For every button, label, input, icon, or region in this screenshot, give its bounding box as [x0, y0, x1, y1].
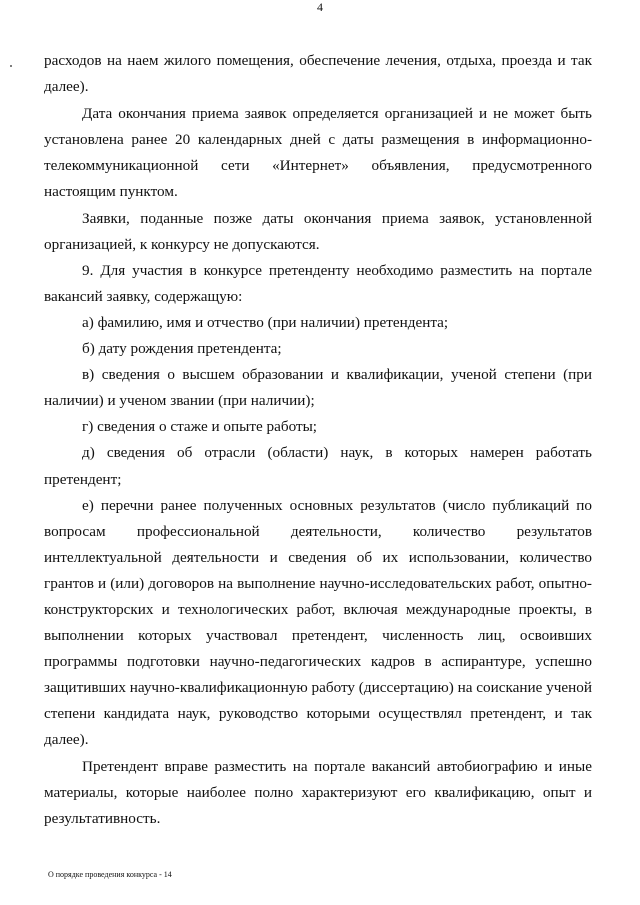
paragraph: Претендент вправе разместить на портале вакансий автобиографию и иные материалы, которые наиболее полно характеризуют его квалификацию, опыт и результативность. [44, 757, 592, 827]
list-item: а) фамилию, имя и отчество (при наличии) претендента; [82, 313, 449, 331]
list-item: е) перечни ранее полученных основных результатов (число публикаций по вопросам профессиональной деятельности, количество результатов интеллектуальной деятельности и сведения об их использовании, количество грантов и (или) договоров на выполнение научно-исследовательских работ, опытно-конструкторских и технологических работ, включая международные проекты, в выполнении которых участвовал претендент, численность лиц, освоивших программы подготовки научно-педагогических кадров в аспирантуре, успешно защитивших научно-квалификационную работу (диссертацию) на соискание ученой степени кандидата наук, руководство которыми осуществлял претендент, и так далее). [44, 496, 592, 749]
list-item: б) дату рождения претендента; [82, 340, 282, 358]
paragraph: расходов на наем жилого помещения, обеспечение лечения, отдыха, проезда и так далее). [44, 52, 592, 96]
paragraph: Заявки, поданные позже даты окончания приема заявок, установленной организацией, к конкурсу не допускаются. [44, 209, 592, 253]
list-item: в) сведения о высшем образовании и квалификации, ученой степени (при наличии) и ученом звании (при наличии); [44, 366, 592, 410]
page-number: 4 [317, 0, 323, 14]
margin-mark [10, 65, 12, 67]
list-item: д) сведения об отрасли (области) наук, в которых намерен работать претендент; [44, 444, 592, 488]
document-body [44, 48, 592, 832]
paragraph: 9. Для участия в конкурсе претенденту необходимо разместить на портале вакансий заявку, содержащую: [44, 261, 592, 305]
list-item: г) сведения о стаже и опыте работы; [82, 418, 318, 436]
paragraph: Дата окончания приема заявок определяется организацией и не может быть установлена ранее 20 календарных дней с даты размещения в информационно-телекоммуникационной сети «Интернет» объявления, предусмотренного настоящим пунктом. [44, 105, 592, 201]
footer-note: О порядке проведения конкурса - 14 [48, 870, 172, 879]
